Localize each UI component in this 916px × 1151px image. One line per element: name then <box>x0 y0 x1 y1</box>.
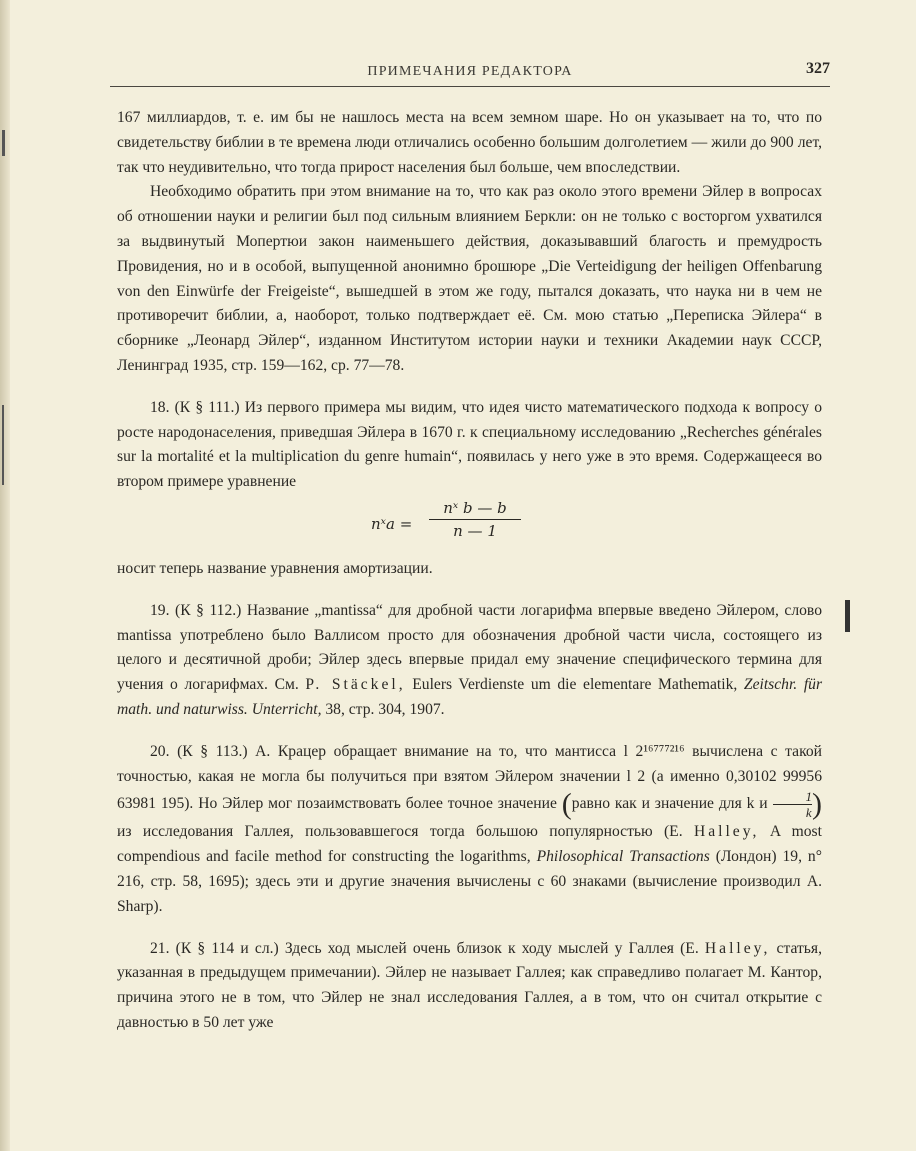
equation-denominator: n — 1 <box>453 521 497 540</box>
equation-numerator: nˣ b — b <box>429 499 521 520</box>
running-title: ПРИМЕЧАНИЯ РЕДАКТОРА <box>367 64 573 79</box>
note-19 <box>117 599 822 723</box>
page-body <box>117 106 822 1036</box>
note-21-part1: 21. (К § 114 и сл.) Здесь ход мыслей очень близок к ходу мыслей у Галлея (E. <box>150 939 699 957</box>
note-21-halley: Halley, <box>704 939 771 957</box>
note-18: 18. (К § 111.) Из первого примера мы видим, что идея чисто математического подхода к вопросу о росте народонаселения, приведшая Эйлера в 1670 г. к специальному исследованию „Recherches générales sur la mortalité et la multiplication du genre humain“, появилась у него уже в это время. Содержащееся во втором примере уравнение <box>117 398 822 491</box>
note-19-title: Eulers Verdienste um die elementare Mathematik, <box>412 676 738 694</box>
equation-left-side: nˣa = <box>371 514 413 533</box>
note-20-part4: (Лондон) 19, n° 216, стр. 58, 1695); здесь эти и другие значения вычислены с 60 знаками (вычисление производил A. Sharp). <box>117 848 822 915</box>
margin-mark-middle <box>2 405 4 485</box>
fraction-numerator: 1 <box>773 789 813 805</box>
header-rule <box>110 86 830 87</box>
note-20-part3: A most compendious and facile method for constructing the logarithms, <box>117 823 822 866</box>
note-19-ref: 38, стр. 304, 1907. <box>325 700 445 718</box>
one-over-k-fraction <box>773 789 813 820</box>
left-parenthesis: ( <box>561 787 572 821</box>
note-19-text: 19. (К § 112.) Название „mantissa“ для дробной части логарифма впервые введено Эйлером, слово mantissa употреблено было Валлисом просто для обозначения дробной части числа, состоящего из целого и десятичной дроби; Эйлер здесь впервые придал ему значение специфического термина для учения о логарифмах. См. <box>117 601 822 694</box>
page-binding-shadow <box>0 0 10 1151</box>
note-20-part2: из исследования Галлея, пользовавшегося тогда большою популярностью (E. <box>117 823 683 841</box>
paragraph-euler-berkeley: Необходимо обратить при этом внимание на то, что как раз около этого времени Эйлер в вопросах об отношении науки и религии был под сильным влиянием Беркли: он не только с восторгом ухватился за выдвинутый Мопертюи закон наименьшего действия, доказывавший благость и премудрость Провидения, но и в особой, выпущенной анонимно брошюре „Die Verteidigung der heiligen Offenbarung von den Einwürfe der Freigeiste“, вышедшей в этом же году, пытался доказать, что наука ни в чем не противоречит библии, а, наоборот, только подтверждает её. См. мою статью „Переписка Эйлера“ в сборнике „Леонард Эйлер“, изданном Институтом истории науки и техники Академии наук СССР, Ленинград 1935, стр. 159—162, ср. 77—78. <box>117 183 822 374</box>
note-21-part2: статья, указанная в предыдущем примечании). Эйлер не называет Галлея; как справедливо полагает М. Кантор, причина этого не в том, что Эйлер не знал исследования Галлея, а в том, что он считал открытие с давностью в 50 лет уже <box>117 939 822 1031</box>
amortization-equation <box>117 495 822 557</box>
note-20-halley: Halley, <box>693 823 760 841</box>
fraction-denominator: k <box>805 805 812 821</box>
margin-mark-right <box>845 600 850 632</box>
page-header <box>110 62 830 84</box>
page-number: 327 <box>806 60 830 77</box>
equation-fraction <box>429 499 521 540</box>
margin-mark-top <box>2 130 5 156</box>
note-20 <box>117 740 822 920</box>
right-parenthesis: ) <box>812 787 822 821</box>
note-19-author: P. Stäckel, <box>305 676 406 694</box>
note-18-after: носит теперь название уравнения амортизации. <box>117 559 433 577</box>
note-20-part1: 20. (К § 113.) А. Крацер обращает внимание на то, что мантисса l 2¹⁶⁷⁷⁷²¹⁶ вычислена с такой точностью, какая не могла бы получиться при взятом Эйлером значении l 2 (а именно 0,30102 99956 63981 195). Но Эйлер мог позаимствовать более точное значение <box>117 742 822 813</box>
note-20-paren-text: равно как и значение для k и <box>571 795 768 813</box>
note-21 <box>117 937 822 1036</box>
note-19-journal: Zeitschr. für math. und naturwiss. Unterricht, <box>117 676 823 718</box>
note-20-journal: Philosophical Transactions <box>536 848 710 866</box>
paragraph-continuation: 167 миллиардов, т. е. им бы не нашлось места на всем земном шаре. Но он указывает на то, что по свидетельству библии в те времена люди отличались особенно большим долголетием — жили до 900 лет, так что неудивительно, что тогда прирост населения был больше, чем впоследствии. <box>117 109 822 176</box>
